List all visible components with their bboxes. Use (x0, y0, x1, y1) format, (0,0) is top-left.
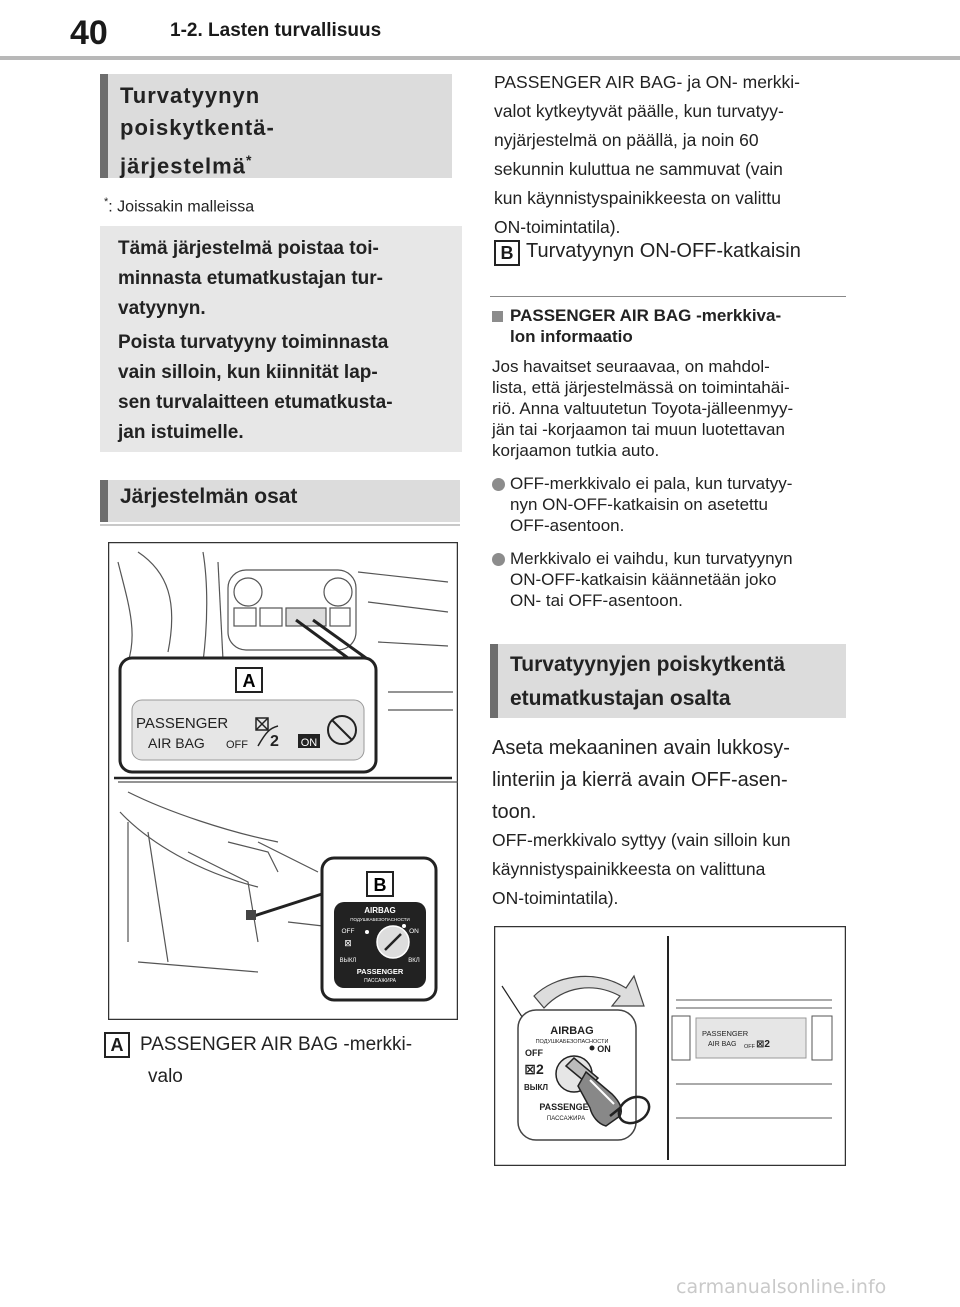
svg-text:⊠2: ⊠2 (524, 1061, 544, 1077)
step-line: toon. (492, 801, 537, 823)
info-heading-line: lon informaatio (510, 327, 633, 346)
switch-on-ru: ВКЛ (408, 958, 420, 964)
intro-box (100, 226, 462, 452)
panel-airbag: AIR BAG (708, 1041, 737, 1048)
intro-line: jan istuimelle. (118, 422, 244, 443)
step-note-line: käynnistyspainikkeesta on valittuna (492, 859, 766, 879)
square-bullet-icon (492, 311, 503, 322)
footnote-text: : Joissakin malleissa (108, 198, 255, 216)
switch2-on: ON (597, 1044, 611, 1054)
item-b-label: B (494, 240, 520, 266)
info-line: jän tai -korjaamon tai muun luotettavan (492, 420, 785, 439)
system-title-box (100, 74, 452, 178)
footnote-mark: * (104, 196, 109, 208)
step-text (492, 732, 790, 828)
switch2-passenger-ru: ПАССАЖИРА (546, 1116, 586, 1122)
caption-line: PASSENGER AIR BAG -merkki- (140, 1034, 413, 1055)
info-line: korjaamon tutkia auto. (492, 441, 660, 460)
panel-off: OFF (744, 1044, 755, 1050)
bullet-line: ON-OFF-katkaisin käännetään joko (510, 570, 777, 589)
system-title-line-2: poiskytkentä- (120, 115, 275, 140)
switch-passenger: PASSENGER (356, 967, 404, 976)
system-title-line-1: Turvatyynyn (120, 83, 261, 108)
switch-cyrillic-top: ПОДУШКАБЕЗОПАСНОСТИ (350, 917, 410, 922)
info-line: Jos havaitset seuraavaa, on mahdol- (492, 357, 770, 376)
step-note-line: ON-toimintatila). (492, 888, 619, 908)
parts-title-box (100, 480, 460, 522)
indicator-off: OFF (226, 739, 248, 751)
item-b-text: Turvatyynyn ON-OFF-katkaisin (526, 240, 801, 262)
paragraph-line: PASSENGER AIR BAG- ja ON- merkki- (494, 72, 800, 92)
bullet-item-2 (510, 548, 793, 611)
paragraph-line: kun käynnistyspainikkeesta on valittu (494, 188, 781, 208)
page-number: 40 (70, 14, 108, 52)
deactivation-title-box (490, 644, 846, 718)
intro-line: Poista turvatyyny toiminnasta (118, 332, 389, 353)
switch2-airbag: AIRBAG (550, 1025, 594, 1037)
bullet-line: ON- tai OFF-asentoon. (510, 591, 683, 610)
switch-passenger-ru: ПАССАЖИРА (364, 978, 396, 984)
intro-line: minnasta etumatkustajan tur- (118, 268, 383, 289)
intro-line: sen turvalaitteen etumatkusta- (118, 392, 393, 413)
dashboard-figure (108, 542, 458, 1020)
step-note (492, 826, 791, 913)
callout-a: A (242, 671, 256, 691)
section-heading: 1-2. Lasten turvallisuus (170, 20, 382, 41)
info-divider (490, 296, 846, 297)
parts-title-underline (100, 524, 460, 526)
asterisk-mark: * (245, 152, 253, 168)
footnote (104, 196, 254, 216)
bullet-line: OFF-asentoon. (510, 516, 625, 535)
intro-line: vain silloin, kun kiinnität lap- (118, 362, 378, 383)
deactivation-title-line: Turvatyynyjen poiskytkentä (510, 653, 786, 676)
info-line: riö. Anna valtuutetun Toyota-jälleenmyy- (492, 399, 794, 418)
switch-off: OFF (341, 928, 355, 935)
info-heading (510, 305, 781, 347)
indicator-description (494, 68, 854, 242)
indicator-passenger: PASSENGER (136, 715, 229, 732)
header-divider (0, 56, 960, 60)
svg-text:⊠: ⊠ (344, 938, 352, 948)
parts-title: Järjestelmän osat (120, 485, 298, 508)
deactivation-title-line: etumatkustajan osalta (510, 687, 731, 710)
info-heading-line: PASSENGER AIR BAG -merkkiva- (510, 306, 782, 325)
step-note-line: OFF-merkkivalo syttyy (vain silloin kun (492, 830, 791, 850)
bullet-dot-icon (492, 478, 505, 491)
panel-passenger: PASSENGER (702, 1029, 749, 1038)
paragraph-line: valot kytkeytyvät päälle, kun turvatyy- (494, 101, 784, 121)
caption-line: valo (148, 1066, 183, 1087)
paragraph-line: nyjärjestelmä on päällä, ja noin 60 (494, 130, 759, 150)
switch-off-ru: ВЫКЛ (339, 958, 357, 964)
svg-text:2: 2 (270, 733, 279, 750)
switch2-off-ru: ВЫКЛ (523, 1083, 549, 1092)
switch-airbag: AIRBAG (364, 906, 396, 915)
switch2-off: OFF (525, 1048, 543, 1058)
watermark: carmanualsonline.info (676, 1276, 887, 1298)
indicator-on: ON (300, 737, 318, 749)
switch-on: ON (409, 928, 419, 935)
key-switch-figure (494, 926, 846, 1166)
svg-text:⊠2: ⊠2 (756, 1039, 770, 1050)
intro-line: Tämä järjestelmä poistaa toi- (118, 238, 379, 259)
switch2-passenger: PASSENGE (539, 1102, 589, 1112)
bullet-line: nyn ON-OFF-katkaisin on asetettu (510, 495, 768, 514)
indicator-airbag: AIR BAG (148, 735, 205, 751)
switch2-cyrillic-top: ПОДУШКАБЕЗОПАСНОСТИ (535, 1039, 609, 1045)
callout-b: B (373, 875, 387, 895)
paragraph-line: sekunnin kuluttua ne sammuvat (vain (494, 159, 783, 179)
bullet-line: Merkkivalo ei vaihdu, kun turvatyynyn (510, 549, 793, 568)
paragraph-line: ON-toimintatila). (494, 217, 621, 237)
bullet-item-1 (510, 473, 792, 536)
bullet-line: OFF-merkkivalo ei pala, kun turvatyy- (510, 474, 793, 493)
caption-a-label: A (104, 1032, 130, 1058)
intro-line: vatyynyn. (118, 298, 206, 319)
info-paragraph (492, 356, 793, 461)
system-title-line-3: järjestelmä* (120, 152, 253, 179)
bullet-dot-icon (492, 553, 505, 566)
step-line: linteriin ja kierrä avain OFF-asen- (492, 769, 788, 791)
step-line: Aseta mekaaninen avain lukkosy- (492, 737, 790, 759)
info-line: lista, että järjestelmässä on toimintahäi- (492, 378, 790, 397)
